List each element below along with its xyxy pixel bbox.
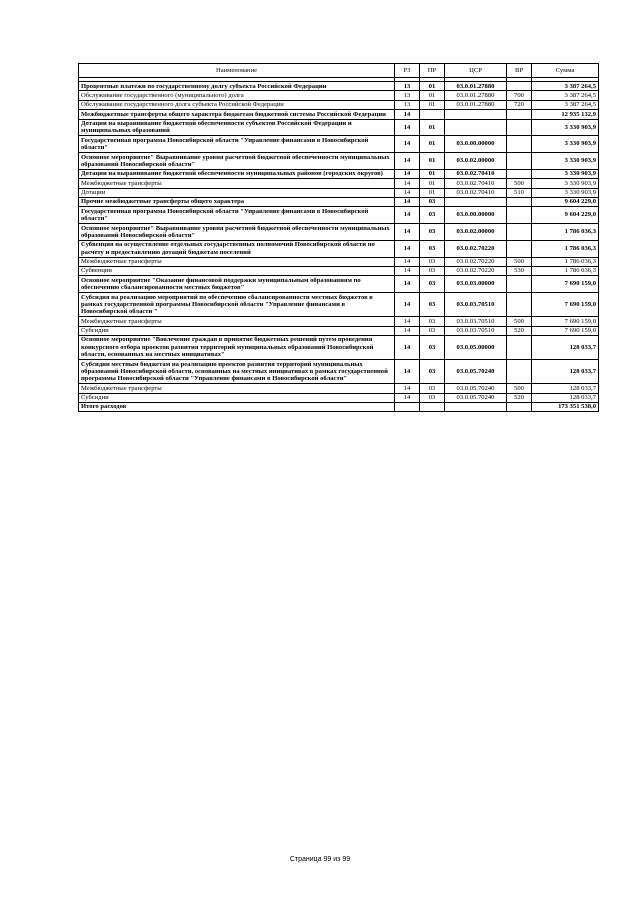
- budget-table: [78, 63, 599, 412]
- cell-name: Межбюджетные трансферты: [79, 317, 395, 326]
- cell-vr: [507, 293, 532, 317]
- cell-name: Дотации: [79, 188, 395, 197]
- cell-csr: 03.0.05.70240: [445, 393, 507, 402]
- cell-rz: 14: [395, 257, 420, 266]
- cell-csr: [445, 110, 507, 119]
- table-row: [79, 266, 599, 275]
- cell-name: Дотации на выравнивание бюджетной обеспеченности субъектов Российской Федерации и муниципальных образований: [79, 119, 395, 136]
- cell-csr: 03.0.02.70220: [445, 257, 507, 266]
- cell-name: Субсидия на реализацию мероприятий по обеспечению сбалансированности местных бюджетов в рамках государственной программы Новосибирской области "Управление финансами в Новосибирской области ": [79, 293, 395, 317]
- cell-name: Дотации на выравнивание бюджетной обеспеченности муниципальных районов (городских округов): [79, 169, 395, 178]
- cell-vr: [507, 224, 532, 241]
- cell-rz: 14: [395, 197, 420, 206]
- cell-sum: 7 690 159,0: [532, 293, 599, 317]
- table-row: [79, 207, 599, 224]
- cell-sum: 3 387 264,5: [532, 100, 599, 109]
- cell-name: Субвенция на осуществление отдельных государственных полномочий Новосибирской области по расчету и предоставлению дотаций бюджетам поселений: [79, 240, 395, 257]
- cell-rz: 14: [395, 169, 420, 178]
- cell-csr: 03.0.05.70240: [445, 384, 507, 393]
- table-row: [79, 402, 599, 411]
- table-row: [79, 224, 599, 241]
- cell-rz: 14: [395, 384, 420, 393]
- cell-rz: 14: [395, 317, 420, 326]
- cell-vr: 700: [507, 91, 532, 100]
- cell-sum: 3 330 903,9: [532, 169, 599, 178]
- cell-csr: 03.0.02.70220: [445, 240, 507, 257]
- table-row: [79, 393, 599, 402]
- cell-csr: 03.0.02.70220: [445, 266, 507, 275]
- cell-pr: 03: [420, 335, 445, 359]
- cell-sum: 1 786 036,3: [532, 266, 599, 275]
- table-row: [79, 317, 599, 326]
- cell-csr: 03.0.05.70240: [445, 360, 507, 384]
- cell-vr: [507, 82, 532, 91]
- cell-name: Обслуживание государственного долга субъекта Российской Федерации: [79, 100, 395, 109]
- table-row: [79, 82, 599, 91]
- cell-vr: 510: [507, 188, 532, 197]
- page-footer: Страница 99 из 99: [289, 856, 351, 863]
- cell-rz: 14: [395, 224, 420, 241]
- cell-csr: [445, 402, 507, 411]
- cell-csr: 03.0.00.00000: [445, 207, 507, 224]
- table-row: [79, 335, 599, 359]
- cell-vr: [507, 207, 532, 224]
- cell-rz: 13: [395, 100, 420, 109]
- cell-pr: 03: [420, 317, 445, 326]
- cell-vr: [507, 276, 532, 293]
- cell-rz: 14: [395, 240, 420, 257]
- cell-rz: 14: [395, 266, 420, 275]
- table-row: [79, 179, 599, 188]
- cell-csr: 03.0.01.27880: [445, 82, 507, 91]
- cell-sum: 12 935 132,9: [532, 110, 599, 119]
- cell-pr: 03: [420, 207, 445, 224]
- cell-vr: 520: [507, 393, 532, 402]
- cell-pr: 01: [420, 119, 445, 136]
- table-row: [79, 188, 599, 197]
- cell-vr: 530: [507, 266, 532, 275]
- cell-sum: 1 786 036,3: [532, 224, 599, 241]
- cell-csr: [445, 197, 507, 206]
- table-row: [79, 91, 599, 100]
- table-row: [79, 293, 599, 317]
- table-row: [79, 384, 599, 393]
- cell-pr: 03: [420, 326, 445, 335]
- cell-csr: 03.0.02.70410: [445, 188, 507, 197]
- cell-name: Межбюджетные трансферты: [79, 384, 395, 393]
- cell-pr: 01: [420, 82, 445, 91]
- header-pr: ПР: [420, 64, 445, 78]
- table-row: [79, 197, 599, 206]
- cell-vr: 520: [507, 326, 532, 335]
- cell-sum: 3 330 903,9: [532, 119, 599, 136]
- cell-name: Обслуживание государственного (муниципального) долга: [79, 91, 395, 100]
- cell-name: Субвенции: [79, 266, 395, 275]
- cell-vr: [507, 110, 532, 119]
- cell-vr: 500: [507, 179, 532, 188]
- cell-pr: 03: [420, 293, 445, 317]
- cell-vr: [507, 240, 532, 257]
- cell-vr: 500: [507, 257, 532, 266]
- cell-rz: 14: [395, 393, 420, 402]
- cell-csr: [445, 119, 507, 136]
- cell-name: Межбюджетные трансферты: [79, 179, 395, 188]
- cell-pr: 03: [420, 224, 445, 241]
- cell-rz: 13: [395, 91, 420, 100]
- cell-sum: 3 387 264,5: [532, 91, 599, 100]
- cell-sum: 128 033,7: [532, 360, 599, 384]
- cell-pr: 03: [420, 276, 445, 293]
- cell-name: Межбюджетные трансферты общего характера бюджетам бюджетной системы Российской Федерации: [79, 110, 395, 119]
- cell-csr: 03.0.03.70510: [445, 293, 507, 317]
- header-name: Наименование: [79, 64, 395, 78]
- header-csr: ЦСР: [445, 64, 507, 78]
- cell-rz: 14: [395, 326, 420, 335]
- cell-rz: 14: [395, 136, 420, 153]
- cell-pr: 03: [420, 240, 445, 257]
- cell-vr: [507, 197, 532, 206]
- header-rz: РЗ: [395, 64, 420, 78]
- cell-csr: 03.0.05.00000: [445, 335, 507, 359]
- cell-sum: 3 387 264,5: [532, 82, 599, 91]
- cell-csr: 03.0.02.00000: [445, 153, 507, 170]
- cell-pr: [420, 402, 445, 411]
- cell-name: Основное мероприятие" Выравнивание уровня расчетной бюджетной обеспеченности муниципальных образований Новосибирской области": [79, 153, 395, 170]
- cell-name: Основное мероприятие "Оказание финансовой поддержки муниципальным образованиям по обеспечению сбалансированности местных бюджетов": [79, 276, 395, 293]
- cell-name: Процентные платежи по государственному долгу субъекта Российской Федерации: [79, 82, 395, 91]
- cell-rz: 14: [395, 119, 420, 136]
- cell-csr: 03.0.02.70410: [445, 179, 507, 188]
- cell-rz: [395, 402, 420, 411]
- cell-csr: 03.0.03.00000: [445, 276, 507, 293]
- cell-csr: 03.0.02.00000: [445, 224, 507, 241]
- cell-rz: 14: [395, 293, 420, 317]
- cell-sum: 3 330 903,9: [532, 179, 599, 188]
- cell-rz: 14: [395, 110, 420, 119]
- cell-name: Субсидии местным бюджетам на реализацию проектов развития территорий муниципальных образований Новосибирской области, основанных на местных инициативах в рамках государственной программы Новосибирской области "Управление финансами в Новосибирской области": [79, 360, 395, 384]
- cell-vr: [507, 136, 532, 153]
- cell-pr: 03: [420, 393, 445, 402]
- cell-sum: 128 033,7: [532, 384, 599, 393]
- cell-sum: 7 690 159,0: [532, 326, 599, 335]
- cell-sum: 128 033,7: [532, 335, 599, 359]
- cell-vr: 720: [507, 100, 532, 109]
- cell-vr: [507, 402, 532, 411]
- header-vr: ВР: [507, 64, 532, 78]
- cell-vr: 500: [507, 384, 532, 393]
- cell-vr: [507, 360, 532, 384]
- cell-name: Субсидии: [79, 326, 395, 335]
- cell-pr: 01: [420, 153, 445, 170]
- table-row: [79, 326, 599, 335]
- cell-pr: [420, 110, 445, 119]
- cell-pr: 01: [420, 100, 445, 109]
- cell-sum: 173 351 538,0: [532, 402, 599, 411]
- cell-sum: 1 786 036,3: [532, 257, 599, 266]
- cell-sum: 9 604 229,0: [532, 207, 599, 224]
- cell-name: Государственная программа Новосибирской области "Управление финансами в Новосибирской области": [79, 207, 395, 224]
- table-header-row: [79, 64, 599, 78]
- table-row: [79, 110, 599, 119]
- cell-pr: 03: [420, 384, 445, 393]
- cell-name: Субсидии: [79, 393, 395, 402]
- cell-vr: [507, 153, 532, 170]
- cell-sum: 7 690 159,0: [532, 276, 599, 293]
- cell-sum: 9 604 229,0: [532, 197, 599, 206]
- cell-csr: 03.0.03.70510: [445, 326, 507, 335]
- cell-csr: 03.0.00.00000: [445, 136, 507, 153]
- cell-sum: 3 330 903,9: [532, 136, 599, 153]
- cell-pr: 01: [420, 136, 445, 153]
- cell-pr: 01: [420, 91, 445, 100]
- cell-rz: 14: [395, 179, 420, 188]
- table-row: [79, 240, 599, 257]
- cell-rz: 14: [395, 360, 420, 384]
- cell-csr: 03.0.03.70510: [445, 317, 507, 326]
- table-row: [79, 276, 599, 293]
- cell-sum: 128 033,7: [532, 393, 599, 402]
- cell-csr: 03.0.02.70410: [445, 169, 507, 178]
- cell-pr: 01: [420, 169, 445, 178]
- cell-name: Основное мероприятие" Выравнивание уровня расчетной бюджетной обеспеченности муниципальных образований Новосибирской области": [79, 224, 395, 241]
- cell-vr: [507, 335, 532, 359]
- cell-rz: 14: [395, 188, 420, 197]
- cell-vr: [507, 169, 532, 178]
- header-sum: Сумма: [532, 64, 599, 78]
- cell-sum: 7 690 159,0: [532, 317, 599, 326]
- cell-sum: 3 330 903,9: [532, 188, 599, 197]
- cell-pr: 01: [420, 188, 445, 197]
- cell-sum: 1 786 036,3: [532, 240, 599, 257]
- cell-name: Государственная программа Новосибирской области "Управление финансами в Новосибирской области": [79, 136, 395, 153]
- table-body: [79, 82, 599, 412]
- cell-csr: 03.0.01.27880: [445, 100, 507, 109]
- cell-vr: 500: [507, 317, 532, 326]
- cell-pr: 03: [420, 197, 445, 206]
- table-row: [79, 100, 599, 109]
- table-row: [79, 119, 599, 136]
- cell-name: Итого расходов: [79, 402, 395, 411]
- cell-vr: [507, 119, 532, 136]
- table-row: [79, 169, 599, 178]
- table-row: [79, 153, 599, 170]
- cell-rz: 14: [395, 335, 420, 359]
- cell-csr: 03.0.01.27880: [445, 91, 507, 100]
- cell-rz: 13: [395, 82, 420, 91]
- cell-name: Прочие межбюджетные трансферты общего характера: [79, 197, 395, 206]
- cell-name: Основное мероприятие "Вовлечение граждан в принятие бюджетных решений путем проведения конкурсного отбора проектов развития территорий муниципальных образований Новосибирской области, основанных на местных инициативах": [79, 335, 395, 359]
- cell-pr: 03: [420, 257, 445, 266]
- cell-name: Межбюджетные трансферты: [79, 257, 395, 266]
- cell-rz: 14: [395, 276, 420, 293]
- cell-sum: 3 330 903,9: [532, 153, 599, 170]
- cell-pr: 03: [420, 266, 445, 275]
- table-row: [79, 136, 599, 153]
- table-row: [79, 257, 599, 266]
- table-row: [79, 360, 599, 384]
- cell-rz: 14: [395, 207, 420, 224]
- cell-rz: 14: [395, 153, 420, 170]
- cell-pr: 03: [420, 360, 445, 384]
- cell-pr: 01: [420, 179, 445, 188]
